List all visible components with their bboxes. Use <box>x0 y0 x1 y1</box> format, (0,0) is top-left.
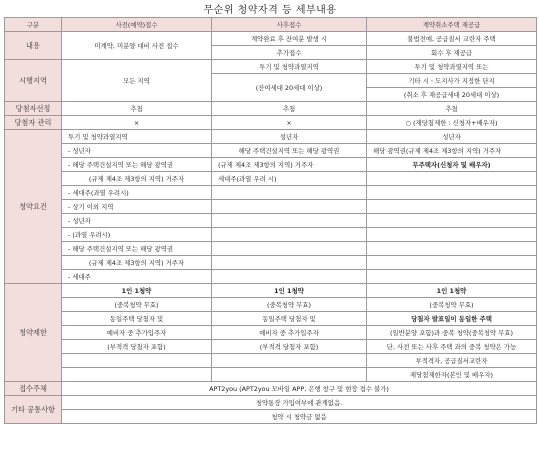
table-row <box>5 326 537 340</box>
table-row <box>5 382 537 396</box>
detail-table-wrapper <box>4 17 537 424</box>
cell-empty <box>367 214 537 228</box>
table-row <box>5 270 537 284</box>
cell-content-post: 추가접수 <box>212 46 367 60</box>
table-row <box>5 284 537 298</box>
row-label-content: 내용 <box>5 32 62 60</box>
cell-empty <box>212 200 367 214</box>
cell-limit-post: 1인 1청약 <box>212 284 367 298</box>
table-row <box>5 158 537 172</box>
table-row <box>5 172 537 186</box>
cell-req-pre: (규제 제4조 제3항의 지역) 거주자 <box>62 256 212 270</box>
cell-req-post: (규제 제4조 제3항의 지역) 거주자 <box>212 158 367 172</box>
cell-req-pre: - 해당 주택건설지역 또는 해당 광역권 <box>62 158 212 172</box>
cell-limit-resupply: 1인 1청약 <box>367 284 537 298</box>
detail-table <box>4 17 537 424</box>
cell-req-resupply: 성년자 <box>367 130 537 144</box>
cell-selection-resupply: 추첨 <box>367 102 537 116</box>
table-row <box>5 144 537 158</box>
cell-empty <box>212 186 367 200</box>
cell-winner-mgmt-pre: × <box>62 116 212 130</box>
table-row <box>5 312 537 326</box>
row-label-agency: 접수주체 <box>5 382 62 396</box>
cell-empty <box>367 172 537 186</box>
row-label-limits: 청약제한 <box>5 284 62 382</box>
row-label-winner-mgmt: 당첨자 관리 <box>5 116 62 130</box>
cell-empty <box>212 354 367 368</box>
cell-limit-resupply: (일반분양 포함)과 중복 청약(중복청약 무효) <box>367 326 537 340</box>
table-row <box>5 130 537 144</box>
cell-limit-resupply: (중복청약 무효) <box>367 298 537 312</box>
cell-req-post: 세대주(과열 우려 시) <box>212 172 367 186</box>
header-pre: 사전(예약)접수 <box>62 18 212 32</box>
cell-content-post: 계약완료 후 잔여분 발생 시 <box>212 32 367 46</box>
table-row <box>5 368 537 382</box>
cell-other: 청약 시 청약금 없음 <box>62 410 537 424</box>
cell-req-pre: 투기 및 청약과열지역 <box>62 130 212 144</box>
cell-req-pre: - 세대주 <box>62 270 212 284</box>
header-row <box>5 18 537 32</box>
cell-req-pre: - 해당 주택건설지역 또는 해당 광역권 <box>62 242 212 256</box>
cell-req-pre: - 상기 이외 지역 <box>62 200 212 214</box>
table-row <box>5 242 537 256</box>
cell-content-resupply: 불법전매, 공급질서 교란자 주택 <box>367 32 537 46</box>
row-label-requirements: 청약요건 <box>5 130 62 284</box>
cell-limit-pre: 1인 1청약 <box>62 284 212 298</box>
cell-limit-resupply: 단, 사전 또는 사후 주택 과의 중복 청약은 가능 <box>367 340 537 354</box>
cell-limit-pre: (부적격 당첨자 포함) <box>62 340 212 354</box>
header-resupply: 계약취소주택 재공급 <box>367 18 537 32</box>
table-row <box>5 228 537 242</box>
cell-limit-post: 동일주택 당첨자 및 <box>212 312 367 326</box>
table-row <box>5 256 537 270</box>
cell-winner-mgmt-resupply: ○ (재당첨제한 : 신청자+배우자) <box>367 116 537 130</box>
row-label-selection: 당첨자선정 <box>5 102 62 116</box>
cell-empty <box>212 228 367 242</box>
table-row <box>5 200 537 214</box>
cell-empty <box>62 354 212 368</box>
cell-req-pre: (규제 제4조 제3항의 지역) 거주자 <box>62 172 212 186</box>
row-label-area: 시행지역 <box>5 60 62 102</box>
table-row <box>5 116 537 130</box>
cell-area-post: 투기 및 청약과열지역 <box>212 60 367 74</box>
cell-limit-pre: (중복청약 무효) <box>62 298 212 312</box>
cell-req-resupply: 무주택자(신청자 및 배우자) <box>367 158 537 172</box>
table-row <box>5 354 537 368</box>
cell-agency: APT2you (APT2you 모바일 APP, 은행 창구 및 현장 접수 불가) <box>62 382 537 396</box>
cell-empty <box>367 186 537 200</box>
header-category: 구분 <box>5 18 62 32</box>
cell-empty <box>367 256 537 270</box>
table-row <box>5 340 537 354</box>
cell-limit-resupply: 부적격자, 공급질서교란자 <box>367 354 537 368</box>
cell-empty <box>367 200 537 214</box>
cell-winner-mgmt-post: × <box>212 116 367 130</box>
cell-limit-post: (중복청약 무효) <box>212 298 367 312</box>
table-row <box>5 102 537 116</box>
cell-empty <box>212 368 367 382</box>
cell-other: 청약통장 가입여부에 관계없음. <box>62 396 537 410</box>
row-label-other: 기타 공통사항 <box>5 396 62 424</box>
table-row <box>5 396 537 410</box>
page-title: 무순위 청약자격 등 세부내용 <box>203 5 337 16</box>
cell-req-resupply: 해당 광역권(규제 제4조 제3항의 지역) 거주자 <box>367 144 537 158</box>
header-post: 사후접수 <box>212 18 367 32</box>
cell-content-resupply: 회수 후 재공급 <box>367 46 537 60</box>
cell-req-pre: - (과열 우려시) <box>62 228 212 242</box>
cell-area-resupply: 기타 시ㆍ도지사가 지정한 단지 <box>367 74 537 88</box>
cell-req-post: 성년자 <box>212 130 367 144</box>
cell-empty <box>367 228 537 242</box>
cell-req-pre: - 성년자 <box>62 144 212 158</box>
cell-area-post: (잔여세대 20세대 이상) <box>212 74 367 102</box>
table-row <box>5 186 537 200</box>
cell-limit-pre: 예비자 중 추가입주자 <box>62 326 212 340</box>
cell-limit-resupply: 재당첨제한자(본인 및 배우자) <box>367 368 537 382</box>
cell-req-pre: - 세대주(과열 우려시) <box>62 186 212 200</box>
cell-req-post: 해당 주택건설지역 또는 해당 광역권 <box>212 144 367 158</box>
cell-empty <box>212 242 367 256</box>
cell-empty <box>367 270 537 284</box>
table-row <box>5 32 537 46</box>
cell-area-resupply: 투기 및 청약과열지역 또는 <box>367 60 537 74</box>
cell-area-resupply: (취소 후 재공급세대 20세대 이상) <box>367 88 537 102</box>
table-row <box>5 298 537 312</box>
cell-content-pre: 미계약, 미분양 대비 사전 접수 <box>62 32 212 60</box>
cell-area-pre: 모든 지역 <box>62 60 212 102</box>
cell-empty <box>62 368 212 382</box>
cell-limit-post: (부적격 당첨자 포함) <box>212 340 367 354</box>
cell-selection-pre: 추첨 <box>62 102 212 116</box>
table-row <box>5 410 537 424</box>
table-row <box>5 60 537 74</box>
cell-empty <box>212 256 367 270</box>
cell-selection-post: 추첨 <box>212 102 367 116</box>
cell-empty <box>212 214 367 228</box>
cell-req-pre: - 성년자 <box>62 214 212 228</box>
cell-limit-resupply: 당첨자 발표일이 동일한 주택 <box>367 312 537 326</box>
cell-empty <box>212 270 367 284</box>
cell-limit-pre: 동일주택 당첨자 및 <box>62 312 212 326</box>
cell-empty <box>367 242 537 256</box>
cell-limit-post: 예비자 중 추가입주자 <box>212 326 367 340</box>
table-row <box>5 214 537 228</box>
